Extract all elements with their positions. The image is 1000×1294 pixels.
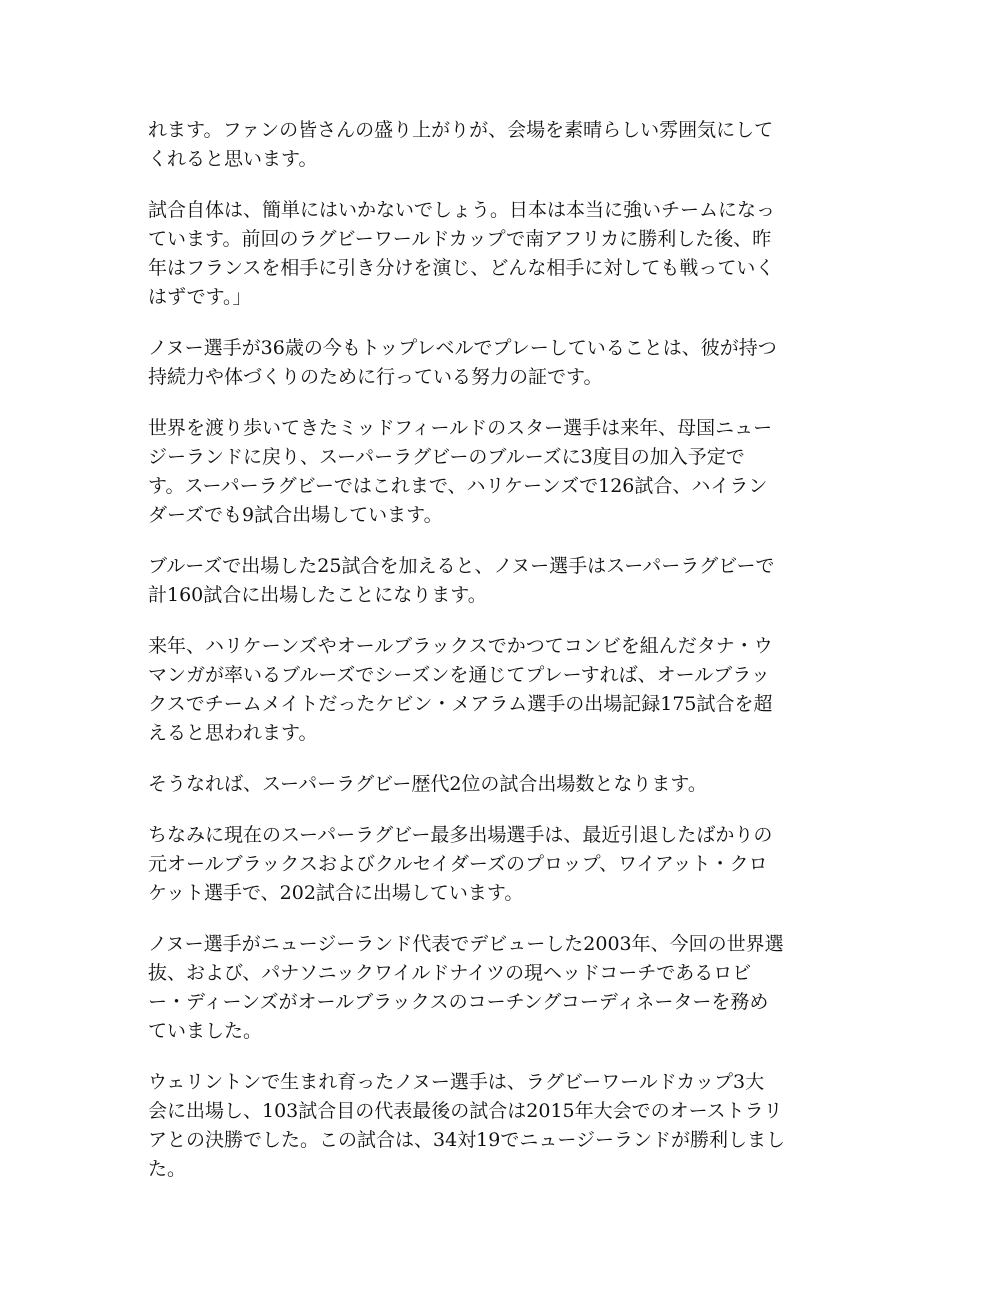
text-line: ています。前回のラグビーワールドカップで南アフリカに勝利した後、昨 xyxy=(148,228,772,250)
text-line: クスでチームメイトだったケビン・メアラム選手の出場記録175試合を超 xyxy=(148,693,773,715)
paragraph-9 xyxy=(148,930,858,1046)
paragraph-4 xyxy=(148,414,858,530)
text-line: ジーランドに戻り、スーパーラグビーのブルーズに3度目の加入予定で xyxy=(148,446,745,468)
text-line: 元オールブラックスおよびクルセイダーズのプロップ、ワイアット・クロ xyxy=(148,853,768,875)
paragraph-7 xyxy=(148,770,858,799)
text-line: 持続力や体づくりのために行っている努力の証です。 xyxy=(148,366,603,388)
text-line: ブルーズで出場した25試合を加えると、ノヌー選手はスーパーラグビーで xyxy=(148,555,775,577)
text-line: ウェリントンで生まれ育ったノヌー選手は、ラグビーワールドカップ3大 xyxy=(148,1071,765,1093)
text-line: 試合自体は、簡単にはいかないでしょう。日本は本当に強いチームになっ xyxy=(148,199,776,221)
text-line: ノヌー選手が36歳の今もトップレベルでプレーしていることは、彼が持つ xyxy=(148,337,777,359)
text-line: そうなれば、スーパーラグビー歴代2位の試合出場数となります。 xyxy=(148,773,707,795)
text-line: はずです。」 xyxy=(148,286,252,308)
text-line: えると思われます。 xyxy=(148,722,318,744)
paragraph-8 xyxy=(148,821,858,908)
text-line: マンガが率いるブルーズでシーズンを通じてプレーすれば、オールブラッ xyxy=(148,664,770,686)
paragraph-1 xyxy=(148,116,858,174)
paragraph-2 xyxy=(148,196,858,312)
text-line: ケット選手で、202試合に出場しています。 xyxy=(148,882,524,904)
text-line: す。スーパーラグビーではこれまで、ハリケーンズで126試合、ハイラン xyxy=(148,475,768,497)
text-line: 抜、および、パナソニックワイルドナイツの現ヘッドコーチであるロビ xyxy=(148,962,752,984)
text-line: ダーズでも9試合出場しています。 xyxy=(148,504,443,526)
text-line: 会に出場し、103試合目の代表最後の試合は2015年大会でのオーストラリ xyxy=(148,1100,783,1122)
text-line: ていました。 xyxy=(148,1020,263,1042)
text-line: くれると思います。 xyxy=(148,148,318,170)
text-line: 年はフランスを相手に引き分けを演じ、どんな相手に対しても戦っていく xyxy=(148,257,775,279)
paragraph-10 xyxy=(148,1068,858,1184)
document-page xyxy=(148,116,858,1206)
paragraph-5 xyxy=(148,552,858,610)
paragraph-3 xyxy=(148,334,858,392)
text-line: ちなみに現在のスーパーラグビー最多出場選手は、最近引退したばかりの xyxy=(148,824,773,846)
paragraph-6 xyxy=(148,632,858,748)
text-line: た。 xyxy=(148,1158,187,1180)
text-line: アとの決勝でした。この試合は、34対19でニュージーランドが勝利しまし xyxy=(148,1129,785,1151)
text-line: れます。ファンの皆さんの盛り上がりが、会場を素晴らしい雰囲気にして xyxy=(148,119,774,141)
text-line: ノヌー選手がニュージーランド代表でデビューした2003年、今回の世界選 xyxy=(148,933,784,955)
text-line: ー・ディーンズがオールブラックスのコーチングコーディネーターを務め xyxy=(148,991,769,1013)
text-line: 計160試合に出場したことになります。 xyxy=(148,584,487,606)
text-line: 世界を渡り歩いてきたミッドフィールドのスター選手は来年、母国ニュー xyxy=(148,417,773,439)
text-line: 来年、ハリケーンズやオールブラックスでかつてコンビを組んだタナ・ウ xyxy=(148,635,773,657)
